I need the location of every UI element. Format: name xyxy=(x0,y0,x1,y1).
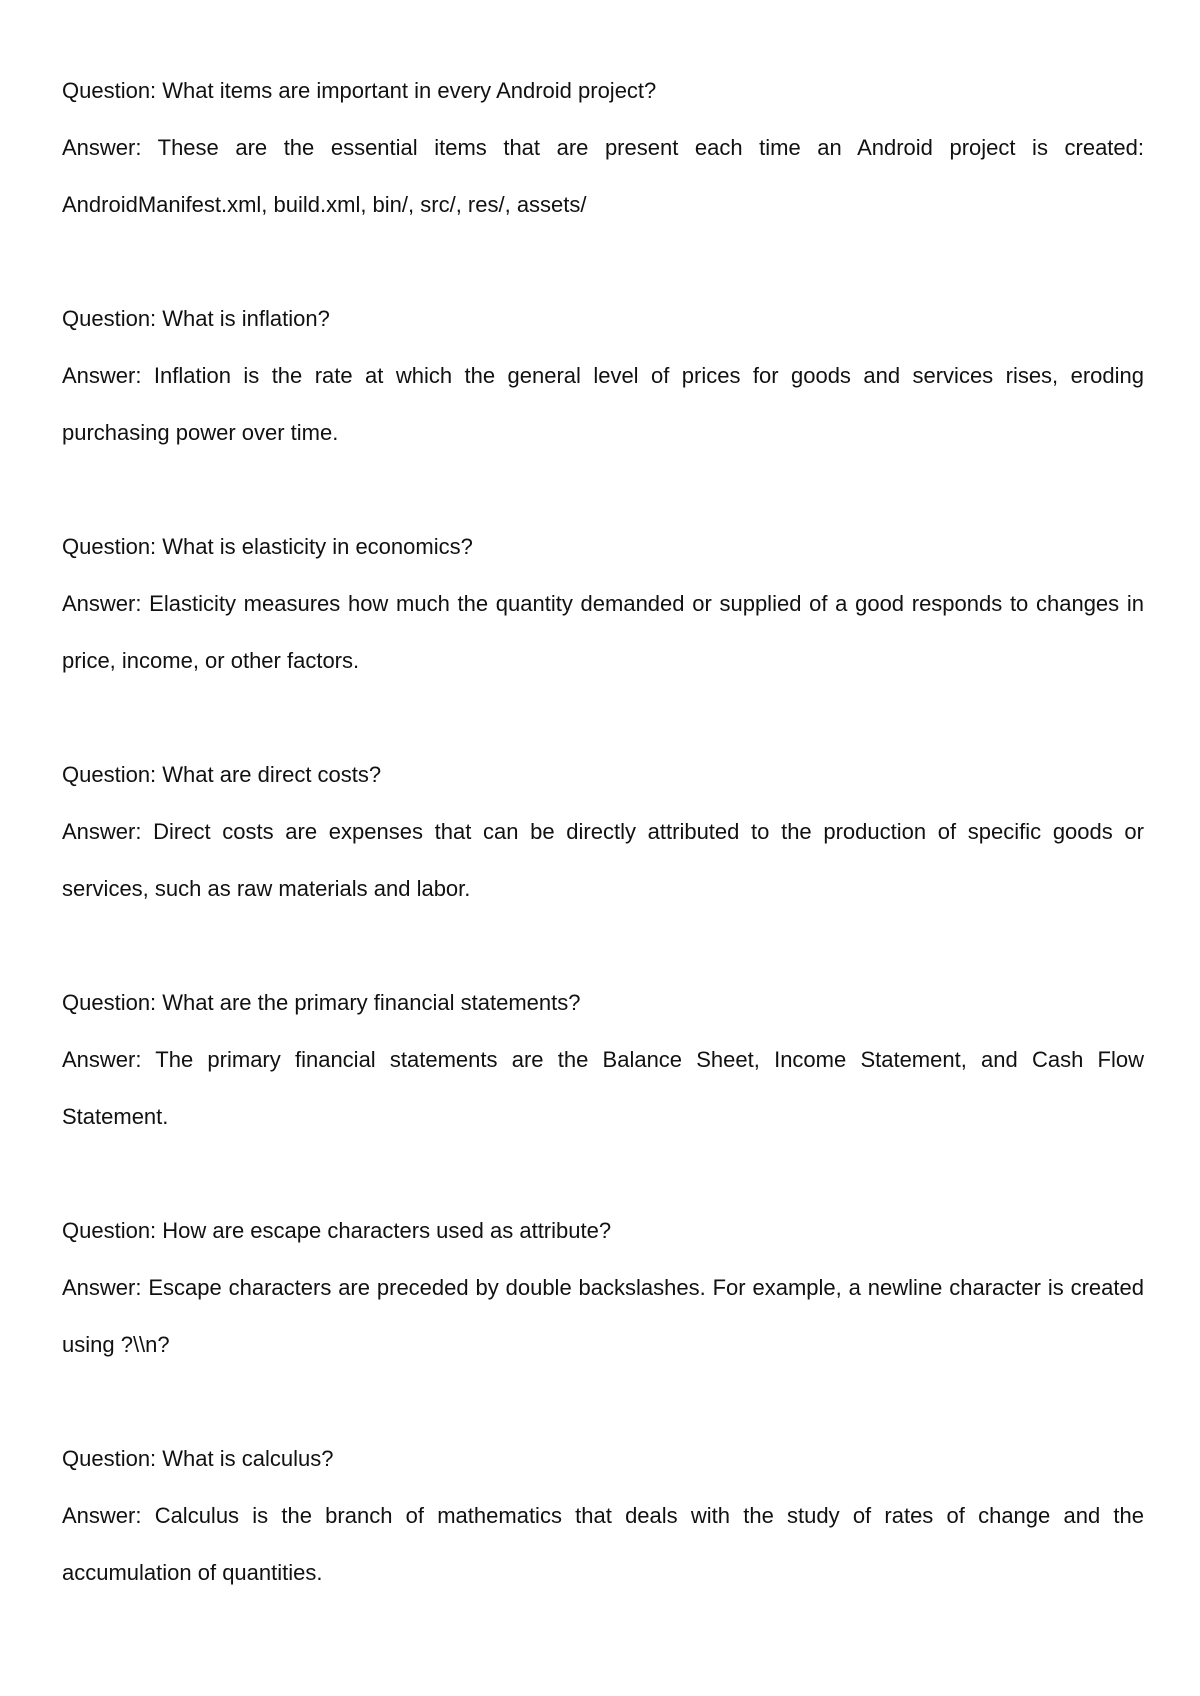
answer-text: Answer: Escape characters are preceded by double backslashes. For example, a newline character is created using ?\\n? xyxy=(62,1275,1144,1357)
question-text: Question: How are escape characters used as attribute? xyxy=(62,1218,612,1243)
answer-text: Answer: Elasticity measures how much the quantity demanded or supplied of a good responds to changes in price, income, or other factors. xyxy=(62,591,1144,673)
question-text: Question: What is elasticity in economics? xyxy=(62,534,473,559)
answer-text: Answer: The primary financial statements are the Balance Sheet, Income Statement, and Cash Flow Statement. xyxy=(62,1047,1144,1129)
question-text: Question: What items are important in every Android project? xyxy=(62,78,657,103)
qa-item-elasticity xyxy=(62,518,1144,689)
document-page xyxy=(62,62,1144,1601)
qa-item-inflation xyxy=(62,290,1144,461)
qa-item-escape-characters xyxy=(62,1202,1144,1373)
answer-text: Answer: Calculus is the branch of mathematics that deals with the study of rates of change and the accumulation of quantities. xyxy=(62,1503,1144,1585)
qa-item-android-project xyxy=(62,62,1144,233)
answer-text: Answer: Inflation is the rate at which the general level of prices for goods and services rises, eroding purchasing power over time. xyxy=(62,363,1144,445)
qa-item-financial-statements xyxy=(62,974,1144,1145)
answer-text: Answer: These are the essential items that are present each time an Android project is created: AndroidManifest.xml, build.xml, bin/, src/, res/, assets/ xyxy=(62,135,1144,217)
question-text: Question: What are direct costs? xyxy=(62,762,382,787)
answer-text: Answer: Direct costs are expenses that can be directly attributed to the production of specific goods or services, such as raw materials and labor. xyxy=(62,819,1144,901)
qa-item-calculus xyxy=(62,1430,1144,1601)
qa-item-direct-costs xyxy=(62,746,1144,917)
question-text: Question: What is inflation? xyxy=(62,306,330,331)
question-text: Question: What is calculus? xyxy=(62,1446,334,1471)
question-text: Question: What are the primary financial statements? xyxy=(62,990,581,1015)
